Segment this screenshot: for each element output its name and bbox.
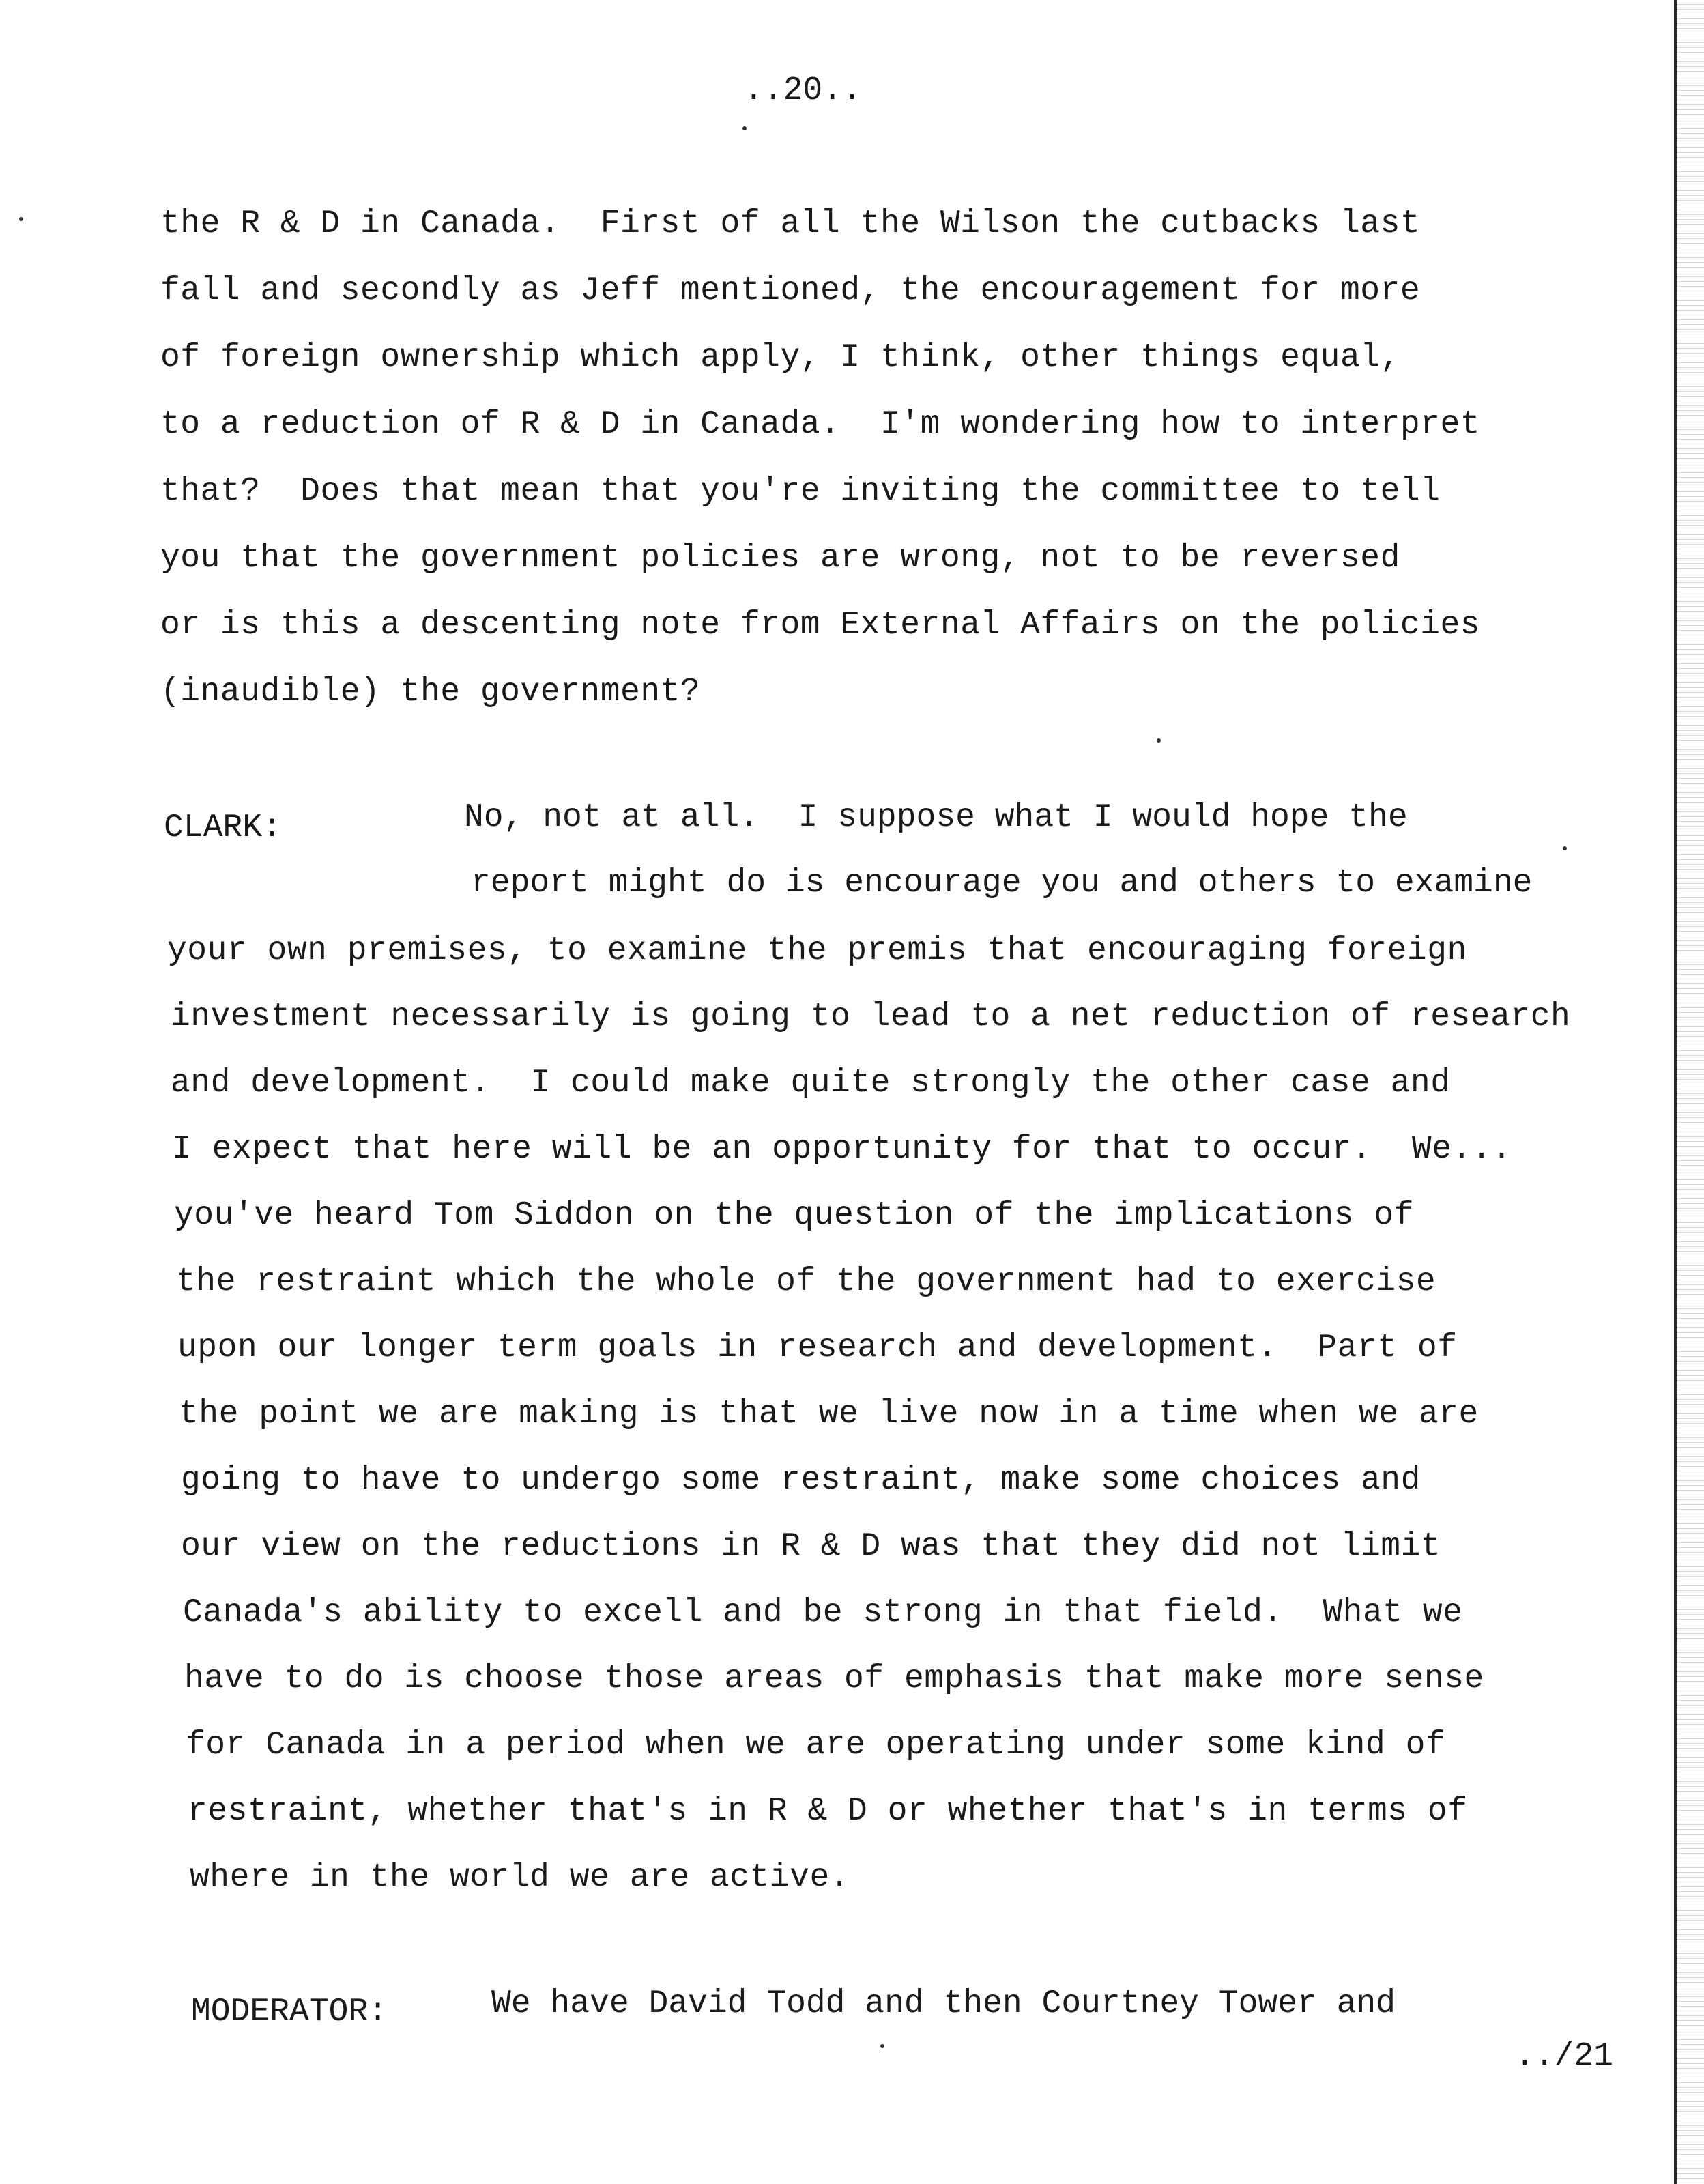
paragraph-line: fall and secondly as Jeff mentioned, the encouragement for more bbox=[160, 272, 1421, 309]
speech-line: investment necessarily is going to lead to a net reduction of research bbox=[171, 998, 1571, 1035]
speech-line: your own premises, to examine the premis that encouraging foreign bbox=[167, 932, 1467, 969]
continuation-marker: ../21 bbox=[1515, 2038, 1614, 2075]
scan-speck bbox=[880, 2044, 884, 2048]
speech-line: Canada's ability to excell and be strong in that field. What we bbox=[183, 1594, 1463, 1631]
speech-line: for Canada in a period when we are operating under some kind of bbox=[186, 1727, 1446, 1764]
speech-line: our view on the reductions in R & D was that they did not limit bbox=[181, 1528, 1441, 1565]
speaker-label-clark: CLARK: bbox=[164, 809, 282, 846]
paragraph-line: of foreign ownership which apply, I think, other things equal, bbox=[160, 339, 1400, 376]
speech-line: going to have to undergo some restraint, make some choices and bbox=[181, 1462, 1421, 1499]
paragraph-line: the R & D in Canada. First of all the Wilson the cutbacks last bbox=[160, 205, 1421, 242]
speech-line: and development. I could make quite strongly the other case and bbox=[171, 1065, 1451, 1102]
paragraph-line: you that the government policies are wrong, not to be reversed bbox=[160, 540, 1400, 577]
scan-speck bbox=[1563, 846, 1567, 850]
paragraph-line: or is this a descenting note from External Affairs on the policies bbox=[160, 607, 1481, 644]
scan-speck bbox=[19, 217, 23, 221]
speech-line: upon our longer term goals in research and development. Part of bbox=[177, 1330, 1458, 1366]
scan-speck bbox=[1157, 738, 1161, 743]
speech-line: you've heard Tom Siddon on the question of the implications of bbox=[174, 1197, 1414, 1234]
paragraph-line: that? Does that mean that you're inviting the committee to tell bbox=[160, 473, 1441, 510]
page-binding-edge bbox=[1674, 0, 1704, 2184]
scan-speck bbox=[742, 126, 747, 130]
speech-line: where in the world we are active. bbox=[190, 1859, 850, 1896]
speech-line: the restraint which the whole of the government had to exercise bbox=[176, 1263, 1436, 1300]
paragraph-line: (inaudible) the government? bbox=[160, 674, 701, 710]
speech-first-line: We have David Todd and then Courtney Tower and bbox=[491, 1985, 1396, 2022]
speech-first-line: No, not at all. I suppose what I would hope the bbox=[464, 799, 1408, 836]
speech-line: the point we are making is that we live now in a time when we are bbox=[179, 1396, 1479, 1433]
page-number: ..20.. bbox=[744, 72, 862, 109]
speaker-label-moderator: MODERATOR: bbox=[191, 1994, 388, 2030]
speech-line: I expect that here will be an opportunity for that to occur. We... bbox=[172, 1131, 1512, 1168]
speech-line: restraint, whether that's in R & D or whether that's in terms of bbox=[188, 1793, 1468, 1830]
paragraph-line: to a reduction of R & D in Canada. I'm wondering how to interpret bbox=[160, 406, 1481, 443]
speech-line: have to do is choose those areas of emphasis that make more sense bbox=[184, 1661, 1484, 1697]
speech-second-line: report might do is encourage you and others to examine bbox=[471, 865, 1533, 902]
